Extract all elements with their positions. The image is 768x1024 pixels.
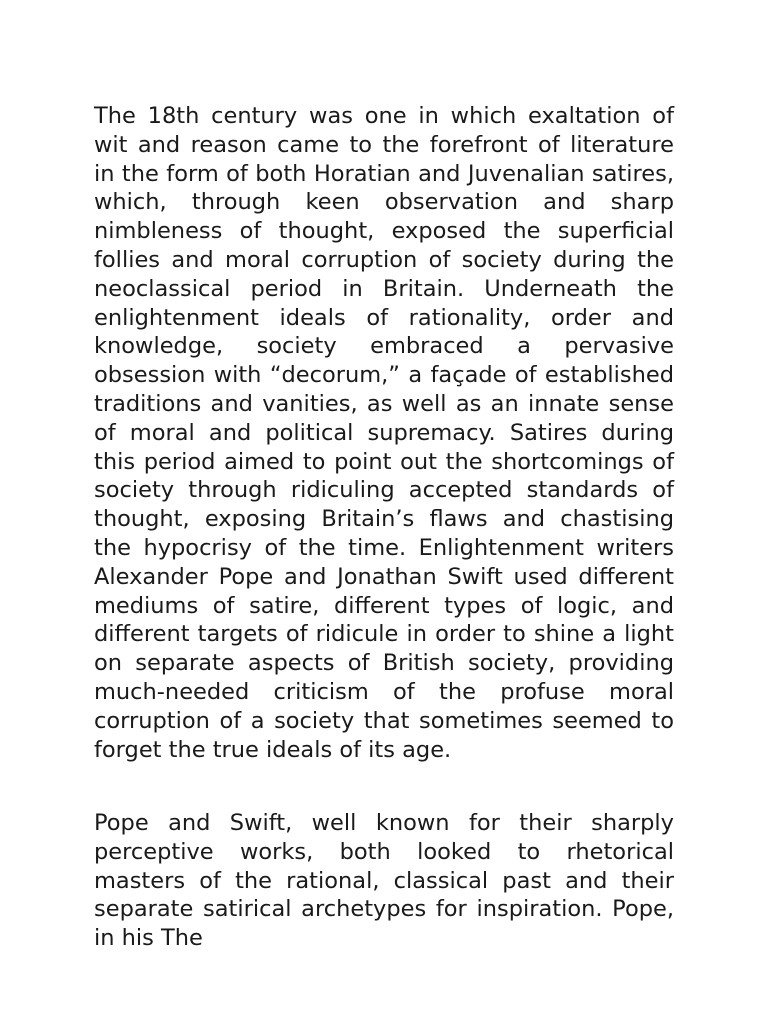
body-paragraph-1: The 18th century was one in which exaltation of wit and reason came to the forefront of literature in the form of both Horatian and Juvenalian satires, which, through keen observation and sharp nimbleness of thought, exposed the superficial follies and moral corruption of society during the neoclassical period in Britain. Underneath the enlightenment ideals of rationality, order and knowledge, society embraced a pervasive obsession with “decorum,” a façade of established traditions and vanities, as well as an innate sense of moral and political supremacy. Satires during this period aimed to point out the shortcomings of society through ridiculing accepted standards of thought, exposing Britain’s flaws and chastising the hypocrisy of the time. Enlightenment writers Alexander Pope and Jonathan Swift used different mediums of satire, different types of logic, and different targets of ridicule in order to shine a light on separate aspects of British society, providing much-needed criticism of the profuse moral corruption of a society that sometimes seemed to forget the true ideals of its age. bbox=[94, 103, 674, 763]
body-paragraph-2: Pope and Swift, well known for their sharply perceptive works, both looked to rhetorical masters of the rational, classical past and their separate satirical archetypes for inspiration. Pope, in his The bbox=[94, 810, 674, 952]
